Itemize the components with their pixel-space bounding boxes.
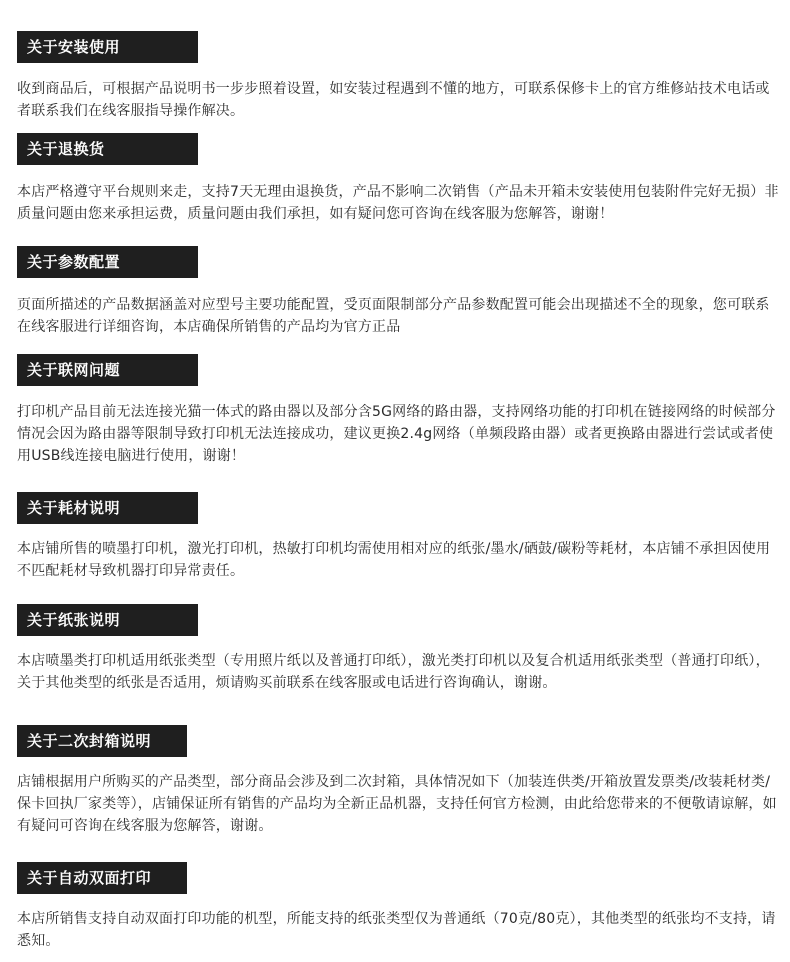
section-text-returns: 本店严格遵守平台规则来走，支持7天无理由退换货，产品不影响二次销售（产品未开箱未安装使用包装附件完好无损）非质量问题由您来承担运费，质量问题由我们承担，如有疑问您可咨询在线客服为您解答，谢谢！ <box>17 184 779 222</box>
section-text-consumables: 本店铺所售的喷墨打印机，激光打印机，热敏打印机均需使用相对应的纸张/墨水/硒鼓/碳粉等耗材，本店铺不承担因使用不匹配耗材导致机器打印异常责任。 <box>17 541 771 579</box>
section-title-duplex: 关于自动双面打印 <box>17 862 187 894</box>
section-title-resealing: 关于二次封箱说明 <box>17 725 187 757</box>
section-title-installation: 关于安装使用 <box>17 31 198 63</box>
section-title-consumables: 关于耗材说明 <box>17 492 198 524</box>
section-title-parameters: 关于参数配置 <box>17 246 198 278</box>
section-text-resealing: 店铺根据用户所购买的产品类型，部分商品会涉及到二次封箱，具体情况如下（加装连供类/开箱放置发票类/改装耗材类/保卡回执厂家类等），店铺保证所有销售的产品均为全新正品机器，支持任何官方检测，由此给您带来的不便敬请谅解，如有疑问可咨询在线客服为您解答，谢谢。 <box>17 774 777 834</box>
section-title-networking: 关于联网问题 <box>17 354 198 386</box>
section-text-networking: 打印机产品目前无法连接光猫一体式的路由器以及部分含5G网络的路由器，支持网络功能的打印机在链接网络的时候部分情况会因为路由器等限制导致打印机无法连接成功，建议更换2.4g网络（单频段路由器）或者更换路由器进行尝试或者使用USB线连接电脑进行使用，谢谢！ <box>17 404 776 464</box>
section-title-paper: 关于纸张说明 <box>17 604 198 636</box>
section-title-returns: 关于退换货 <box>17 133 198 165</box>
section-text-duplex: 本店所销售支持自动双面打印功能的机型，所能支持的纸张类型仅为普通纸（70克/80克），其他类型的纸张均不支持，请悉知。 <box>17 911 776 949</box>
section-text-parameters: 页面所描述的产品数据涵盖对应型号主要功能配置，受页面限制部分产品参数配置可能会出现描述不全的现象，您可联系在线客服进行详细咨询，本店确保所销售的产品均为官方正品 <box>17 297 770 335</box>
section-text-paper: 本店喷墨类打印机适用纸张类型（专用照片纸以及普通打印纸），激光类打印机以及复合机适用纸张类型（普通打印纸），关于其他类型的纸张是否适用，烦请购买前联系在线客服或电话进行咨询确认，谢谢。 <box>17 653 770 691</box>
section-text-installation: 收到商品后，可根据产品说明书一步步照着设置，如安装过程遇到不懂的地方，可联系保修卡上的官方维修站技术电话或者联系我们在线客服指导操作解决。 <box>17 81 770 119</box>
